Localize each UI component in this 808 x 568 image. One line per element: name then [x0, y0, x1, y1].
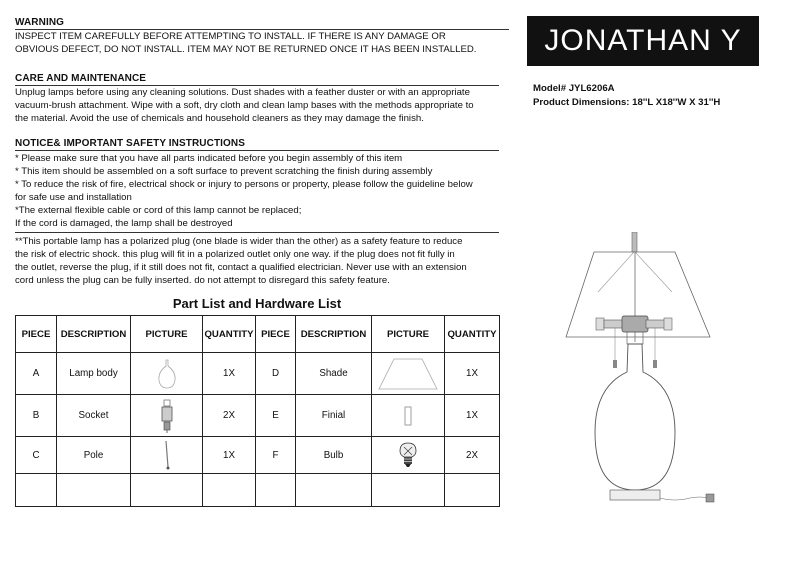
safety-line: If the cord is damaged, the lamp shall be destroyed	[15, 218, 233, 229]
socket-icon	[160, 399, 174, 433]
picture-cell	[372, 395, 445, 437]
description-cell: Pole	[57, 437, 131, 474]
empty-cell	[445, 474, 500, 507]
quantity-cell: 1X	[445, 395, 500, 437]
safety-title: NOTICE& IMPORTANT SAFETY INSTRUCTIONS	[15, 138, 245, 149]
table-row	[16, 437, 500, 474]
lamp-body-icon	[156, 358, 178, 390]
warning-line: INSPECT ITEM CAREFULLY BEFORE ATTEMPTING TO INSTALL. IF THERE IS ANY DAMAGE OR	[15, 31, 446, 42]
header-piece: PIECE	[16, 316, 57, 353]
quantity-cell: 1X	[203, 353, 256, 395]
plug-text	[15, 235, 467, 287]
quantity-cell: 1X	[203, 437, 256, 474]
piece-cell: B	[16, 395, 57, 437]
care-line: vacuum-brush attachment. Wipe with a soft, dry cloth and clean lamp bases with the methods appropriate to	[15, 100, 474, 111]
picture-cell	[131, 437, 203, 474]
picture-cell	[372, 437, 445, 474]
empty-cell	[131, 474, 203, 507]
description-cell: Bulb	[296, 437, 372, 474]
description-cell: Finial	[296, 395, 372, 437]
plug-line: **This portable lamp has a polarized plug (one blade is wider than the other) as a safety feature to reduce	[15, 236, 463, 247]
quantity-cell: 2X	[203, 395, 256, 437]
care-title: CARE AND MAINTENANCE	[15, 73, 147, 84]
safety-line: *The external flexible cable or cord of this lamp cannot be replaced;	[15, 205, 302, 216]
table-row	[16, 395, 500, 437]
warning-title: WARNING	[15, 17, 65, 28]
piece-cell: D	[256, 353, 296, 395]
picture-cell	[131, 353, 203, 395]
warning-line: OBVIOUS DEFECT, DO NOT INSTALL. ITEM MAY NOT BE RETURNED ONCE IT HAS BEEN INSTALLED.	[15, 44, 477, 55]
model-number: Model# JYL6206A	[533, 83, 615, 94]
header-picture: PICTURE	[131, 316, 203, 353]
care-line: Unplug lamps before using any cleaning solutions. Dust shades with a feather duster or with an appropriate	[15, 87, 470, 98]
piece-cell: A	[16, 353, 57, 395]
description-cell: Shade	[296, 353, 372, 395]
safety-line: * Please make sure that you have all parts indicated before you begin assembly of this item	[15, 153, 403, 164]
plug-line: cord unless the plug can be fully inserted. do not attempt to disregard this safety feature.	[15, 275, 390, 286]
shade-icon	[377, 357, 439, 391]
table-row	[16, 353, 500, 395]
empty-cell	[16, 474, 57, 507]
plug-line: the risk of electric shock. this plug will fit in a polarized outlet only one way. if the plug does not fit fully in	[15, 249, 455, 260]
care-text	[15, 86, 474, 125]
safety-line: * To reduce the risk of fire, electrical shock or injury to persons or property, please follow the guideline below	[15, 179, 473, 190]
empty-cell	[372, 474, 445, 507]
pole-icon	[162, 439, 172, 471]
bulb-icon	[399, 442, 417, 468]
header-picture: PICTURE	[372, 316, 445, 353]
parts-table	[15, 315, 500, 507]
product-dimensions: Product Dimensions: 18''L X18''W X 31''H	[533, 97, 721, 108]
header-description: DESCRIPTION	[296, 316, 372, 353]
header-quantity: QUANTITY	[445, 316, 500, 353]
safety-rule	[15, 150, 499, 151]
empty-cell	[256, 474, 296, 507]
safety-text	[15, 152, 473, 230]
safety-line: * This item should be assembled on a soft surface to prevent scratching the finish during assembly	[15, 166, 433, 177]
assembled-lamp-icon	[560, 232, 720, 507]
safety-line: for safe use and installation	[15, 192, 132, 203]
empty-cell	[57, 474, 131, 507]
picture-cell	[372, 353, 445, 395]
quantity-cell: 1X	[445, 353, 500, 395]
header-quantity: QUANTITY	[203, 316, 256, 353]
header-description: DESCRIPTION	[57, 316, 131, 353]
quantity-cell: 2X	[445, 437, 500, 474]
description-cell: Socket	[57, 395, 131, 437]
piece-cell: F	[256, 437, 296, 474]
parts-header-row	[16, 316, 500, 353]
parts-title: Part List and Hardware List	[172, 296, 342, 311]
empty-cell	[296, 474, 372, 507]
finial-icon	[403, 405, 413, 427]
piece-cell: C	[16, 437, 57, 474]
care-line: the material. Avoid the use of chemicals and household cleaners as they may damage the finish.	[15, 113, 424, 124]
safety-divider	[15, 232, 499, 233]
description-cell: Lamp body	[57, 353, 131, 395]
table-row-empty	[16, 474, 500, 507]
piece-cell: E	[256, 395, 296, 437]
header-piece: PIECE	[256, 316, 296, 353]
picture-cell	[131, 395, 203, 437]
plug-line: the outlet, reverse the plug, if it still does not fit, contact a qualified electrician. Never use with an extension	[15, 262, 467, 273]
warning-text	[15, 30, 476, 56]
empty-cell	[203, 474, 256, 507]
brand-logo: JONATHAN Y	[527, 16, 759, 66]
